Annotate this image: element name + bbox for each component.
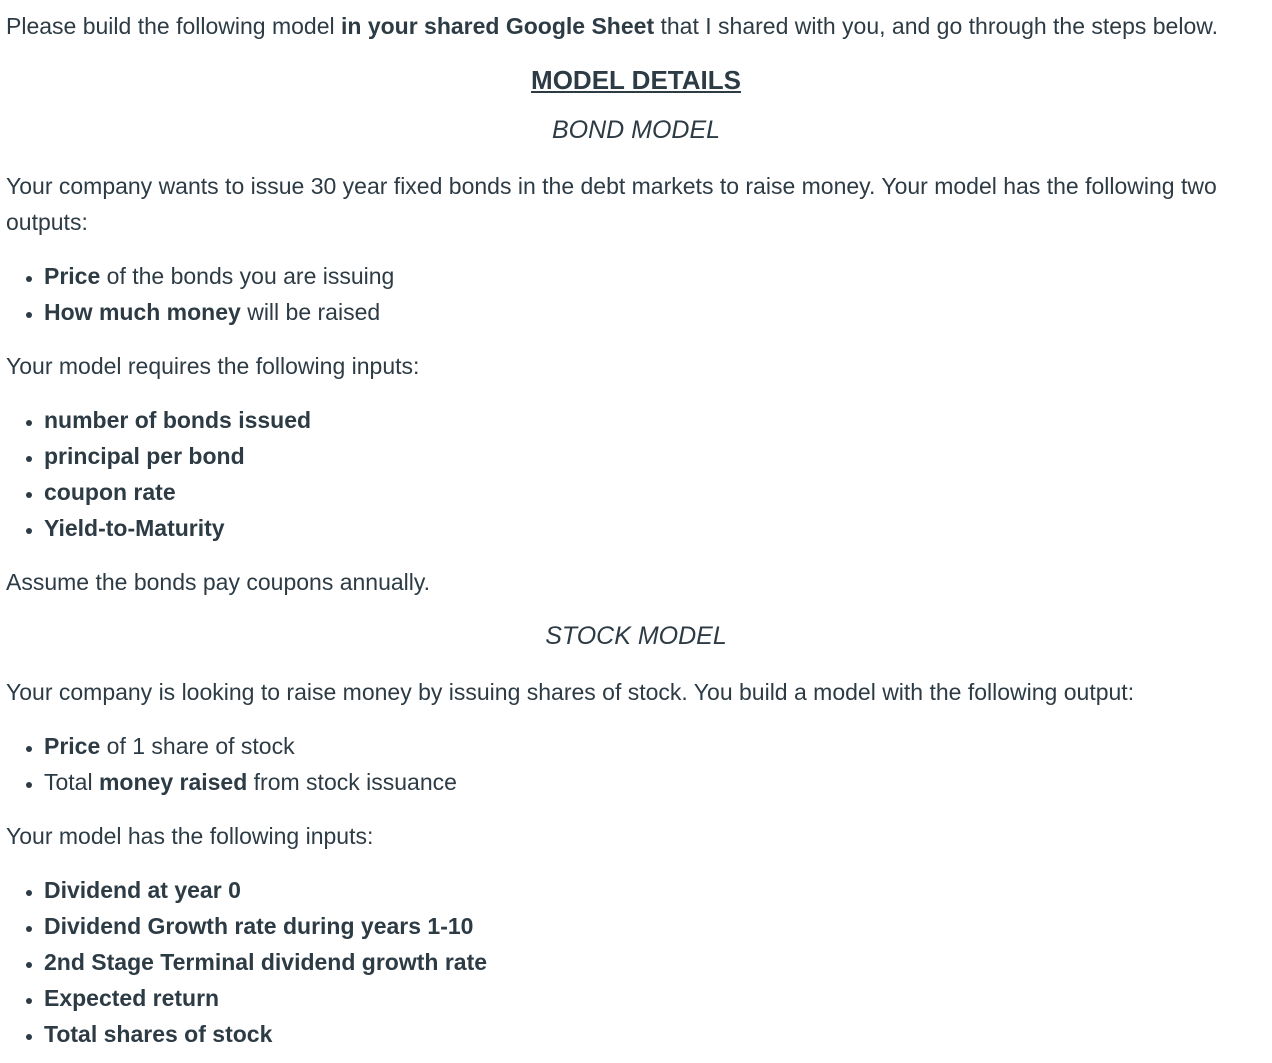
intro-text: Please build the following model (6, 13, 341, 39)
stock-outputs-list (6, 728, 1266, 800)
list-item: • Dividend Growth rate during years 1-10 (44, 908, 1266, 944)
stock-inputs-intro: Your model has the following inputs: (6, 823, 374, 849)
list-item: • Total shares of stock (44, 1016, 1266, 1052)
list-item: • principal per bond (44, 438, 1266, 474)
bond-inputs-list (6, 402, 1266, 546)
bond-outputs-list (6, 258, 1266, 330)
list-item: • Expected return (44, 980, 1266, 1016)
list-item: • Price of 1 share of stock (44, 728, 1266, 764)
bond-description: Your company wants to issue 30 year fixed bonds in the debt markets to raise money. Your model has the following two outputs: (6, 173, 1217, 235)
list-item: • Price of the bonds you are issuing (44, 258, 1266, 294)
bond-inputs-intro: Your model requires the following inputs: (6, 353, 420, 379)
list-item: • 2nd Stage Terminal dividend growth rate (44, 944, 1266, 980)
bond-assumption: Assume the bonds pay coupons annually. (6, 569, 431, 595)
list-item: • coupon rate (44, 474, 1266, 510)
intro-text-end: that I shared with you, and go through the steps below. (654, 13, 1218, 39)
stock-model-heading: STOCK MODEL (545, 622, 727, 650)
intro-paragraph (6, 8, 1266, 44)
list-item: • Dividend at year 0 (44, 872, 1266, 908)
list-item: • Total money raised from stock issuance (44, 764, 1266, 800)
intro-emphasis: in your shared Google Sheet (340, 13, 655, 39)
bond-model-heading: BOND MODEL (551, 116, 721, 144)
list-item: • Yield-to-Maturity (44, 510, 1266, 546)
model-details-heading: MODEL DETAILS (531, 65, 741, 95)
stock-inputs-list (6, 872, 1266, 1052)
list-item: • number of bonds issued (44, 402, 1266, 438)
list-item: • How much money will be raised (44, 294, 1266, 330)
stock-description: Your company is looking to raise money by issuing shares of stock. You build a model with the following output: (6, 679, 1135, 705)
